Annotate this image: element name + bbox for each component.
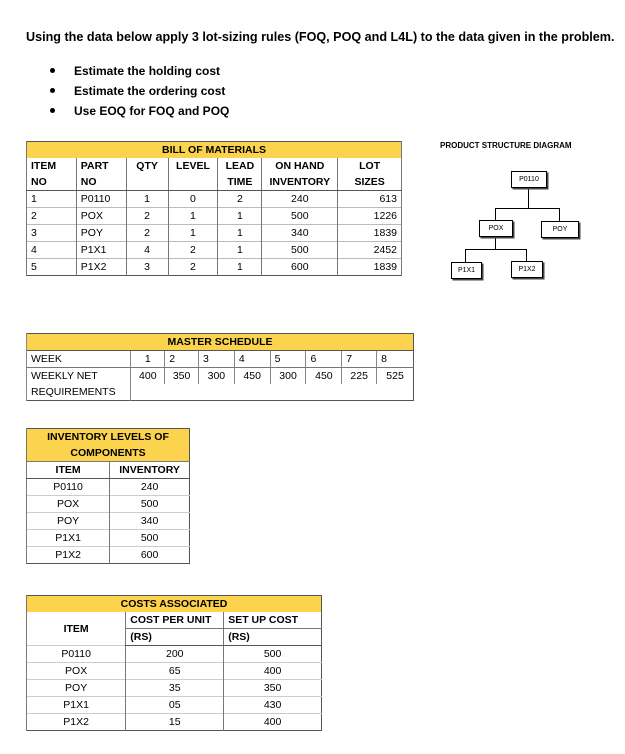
connector-line (528, 186, 529, 208)
instruction-item: Use EOQ for FOQ and POQ (50, 102, 229, 122)
node-p1x2: P1X2 (511, 261, 543, 278)
table-row: POX 65 400 (27, 663, 322, 680)
requirements-row-continued (27, 384, 414, 401)
costs-header-cost: COST PER UNIT (126, 612, 224, 629)
table-row: P1X2 600 (27, 547, 190, 564)
bullet-icon (50, 88, 55, 93)
node-p1x1: P1X1 (451, 262, 482, 279)
bom-header-lead: LEAD (218, 158, 262, 174)
connector-line (495, 208, 496, 220)
table-row: POX 500 (27, 496, 190, 513)
bullet-icon (50, 68, 55, 73)
inventory-title: INVENTORY LEVELS OF (27, 429, 190, 446)
table-row: P1X1 05 430 (27, 697, 322, 714)
connector-line (465, 249, 526, 250)
table-row: P0110 240 (27, 479, 190, 496)
costs-associated-table (26, 595, 322, 731)
node-pox: POX (479, 220, 513, 237)
instruction-item: Estimate the holding cost (50, 62, 229, 82)
table-row: 3 POY 2 1 1 340 1839 (27, 225, 402, 242)
bom-header-lot: LOT (338, 158, 402, 174)
diagram-title: PRODUCT STRUCTURE DIAGRAM (440, 141, 572, 150)
connector-line (526, 249, 527, 261)
table-row: POY 340 (27, 513, 190, 530)
table-row: P1X2 15 400 (27, 714, 322, 731)
inventory-title-2: COMPONENTS (27, 445, 190, 462)
table-row: P1X1 500 (27, 530, 190, 547)
bom-header-item-no: NO (27, 174, 77, 191)
requirements-label-2: REQUIREMENTS (27, 384, 131, 401)
bom-header-empty (168, 174, 218, 191)
instruction-item: Estimate the ordering cost (50, 82, 229, 102)
bom-title: BILL OF MATERIALS (27, 142, 402, 159)
table-row: 2 POX 2 1 1 500 1226 (27, 208, 402, 225)
inventory-levels-table (26, 428, 190, 564)
connector-line (495, 235, 496, 249)
bill-of-materials-table (26, 141, 402, 276)
bom-header-part: PART (76, 158, 126, 174)
table-row: 5 P1X2 3 2 1 600 1839 (27, 259, 402, 276)
table-row: 4 P1X1 4 2 1 500 2452 (27, 242, 402, 259)
bom-header-item: ITEM (27, 158, 77, 174)
connector-line (495, 208, 559, 209)
costs-header-cost-unit: (RS) (126, 629, 224, 646)
node-poy: POY (541, 221, 579, 238)
inventory-header-item: ITEM (27, 462, 110, 479)
costs-header-setup: SET UP COST (224, 612, 322, 629)
problem-statement: Using the data below apply 3 lot-sizing rules (FOQ, POQ and L4L) to the data given in the problem. (26, 30, 615, 44)
bom-header-sizes: SIZES (338, 174, 402, 191)
table-row: 1 P0110 1 0 2 240 613 (27, 191, 402, 208)
costs-title: COSTS ASSOCIATED (27, 596, 322, 613)
connector-line (465, 249, 466, 262)
bom-header-inventory: INVENTORY (262, 174, 338, 191)
bom-header-level: LEVEL (168, 158, 218, 174)
bullet-icon (50, 108, 55, 113)
bom-header-empty (126, 174, 168, 191)
node-p0110: P0110 (511, 171, 547, 188)
master-schedule-title: MASTER SCHEDULE (27, 334, 414, 351)
table-row: POY 35 350 (27, 680, 322, 697)
week-row: WEEK 1 2 3 4 5 6 7 8 (27, 351, 414, 368)
bom-header-time: TIME (218, 174, 262, 191)
bom-header-qty: QTY (126, 158, 168, 174)
bom-header-part-no: NO (76, 174, 126, 191)
requirements-label: WEEKLY NET (27, 368, 131, 385)
master-schedule-table (26, 333, 414, 401)
bom-header-on-hand: ON HAND (262, 158, 338, 174)
costs-header-setup-unit: (RS) (224, 629, 322, 646)
table-row: P0110 200 500 (27, 646, 322, 663)
requirements-row: WEEKLY NET 400 350 300 450 300 450 225 525 (27, 368, 414, 385)
inventory-header-inventory: INVENTORY (110, 462, 190, 479)
costs-header-item: ITEM (27, 612, 126, 646)
week-label: WEEK (27, 351, 131, 368)
connector-line (559, 208, 560, 221)
instruction-list (50, 62, 229, 122)
